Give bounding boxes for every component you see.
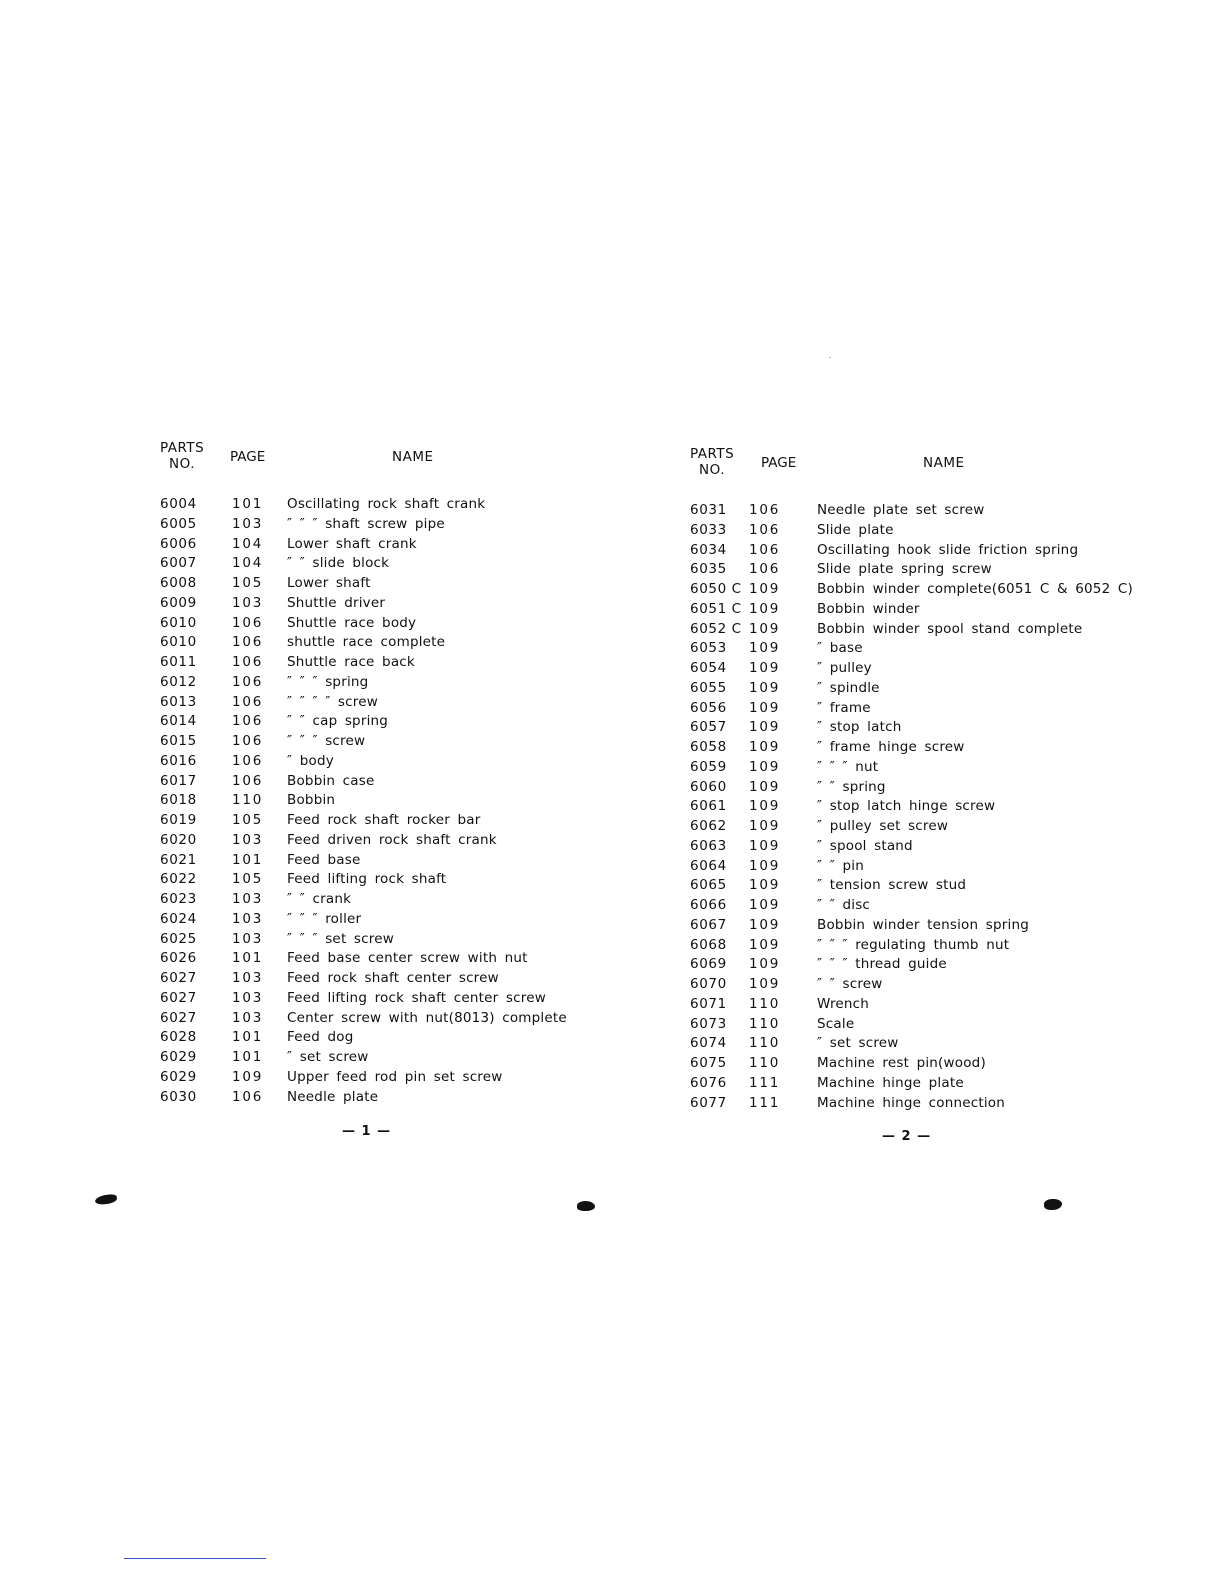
page-ref: 109	[232, 1068, 264, 1085]
table-row	[160, 989, 600, 1009]
part-name: ″ ″ disc	[817, 897, 871, 913]
part-name: ″ ″ pin	[817, 857, 864, 874]
part-name: ″ frame	[817, 699, 871, 716]
part-name: Feed base center screw with nut	[287, 950, 528, 967]
page-ref: 109	[749, 758, 781, 775]
part-number: 6054	[690, 660, 727, 676]
page-ref: 110	[749, 1015, 781, 1032]
page-ref: 101	[232, 851, 264, 868]
table-row	[160, 1088, 600, 1108]
part-name: ″ spool stand	[817, 837, 913, 854]
part-name: Oscillating rock shaft crank	[287, 496, 486, 512]
table-row	[160, 772, 600, 792]
part-name: ″ ″ crank	[287, 891, 352, 907]
table-row	[690, 955, 1130, 975]
table-row	[690, 580, 1133, 600]
page-ref: 110	[749, 1035, 781, 1052]
part-number: 6018	[160, 792, 197, 809]
table-row	[160, 1068, 600, 1088]
binder-hole-middle	[577, 1201, 595, 1211]
part-name: Machine rest pin(wood)	[817, 1055, 986, 1071]
header-parts-label: PARTS	[690, 446, 735, 462]
part-number: 6074	[690, 1035, 727, 1052]
part-number: 6029	[160, 1049, 197, 1065]
part-name: Bobbin winder	[817, 600, 920, 617]
part-number: 6006	[160, 535, 197, 552]
header-no-label: NO.	[699, 462, 725, 478]
part-name: Oscillating hook slide friction spring	[817, 541, 1079, 558]
part-number: 6020	[160, 831, 197, 848]
part-number: 6009	[160, 594, 197, 611]
part-name: Upper feed rod pin set screw	[287, 1068, 503, 1085]
page-ref: 106	[749, 521, 781, 538]
page-ref: 101	[232, 496, 264, 512]
table-row	[160, 712, 600, 732]
header-name: NAME	[923, 455, 965, 471]
part-name: ″ ″ spring	[817, 778, 886, 795]
table-row	[690, 975, 1130, 995]
part-name: Lower shaft crank	[287, 535, 417, 552]
page-ref: 106	[749, 541, 781, 558]
table-row	[690, 916, 1130, 936]
part-name: ″ ″ cap spring	[287, 713, 389, 730]
table-row	[160, 633, 600, 653]
part-number: 6058	[690, 739, 727, 755]
table-row	[160, 969, 600, 989]
page-ref: 109	[749, 877, 781, 894]
table-row	[160, 554, 600, 574]
part-number: 6035	[690, 561, 727, 578]
part-number: 6061	[690, 798, 727, 815]
page-ref: 105	[232, 575, 264, 591]
page-ref: 109	[749, 581, 781, 597]
table-row	[160, 1048, 600, 1068]
part-number: 6010	[160, 634, 197, 651]
page-ref: 109	[749, 897, 781, 913]
part-number: 6055	[690, 679, 727, 696]
page-ref: 106	[749, 561, 781, 578]
page-ref: 109	[749, 916, 781, 933]
page-ref: 109	[749, 837, 781, 854]
table-row	[690, 699, 1130, 719]
part-name: Needle plate set screw	[817, 502, 985, 518]
page-ref: 103	[232, 515, 264, 532]
table-row	[160, 870, 600, 890]
part-name: Machine hinge connection	[817, 1094, 1006, 1111]
page-ref: 104	[232, 535, 264, 552]
page-ref: 106	[232, 693, 264, 710]
part-number: 6027	[160, 989, 197, 1006]
page-ref: 103	[232, 930, 264, 947]
header-page: PAGE	[230, 449, 266, 465]
part-name: Shuttle race body	[287, 614, 417, 631]
table-row	[160, 791, 600, 811]
table-row	[690, 1034, 1130, 1054]
table-row	[690, 541, 1130, 561]
part-number: 6034	[690, 541, 727, 558]
part-name: ″ spindle	[817, 679, 880, 696]
page-ref: 110	[749, 1055, 781, 1071]
part-number: 6027	[160, 1009, 197, 1026]
table-row	[690, 659, 1130, 679]
part-name: ″ ″ ″ shaft screw pipe	[287, 515, 445, 532]
part-name: Feed base	[287, 851, 361, 868]
part-name: ″ ″ ″ nut	[817, 758, 879, 775]
part-number: 6069	[690, 956, 727, 973]
table-row	[690, 797, 1130, 817]
page-ref: 109	[749, 620, 781, 637]
page-ref: 109	[749, 739, 781, 755]
part-number: 6016	[160, 752, 197, 769]
part-name: Machine hinge plate	[817, 1074, 964, 1091]
page-ref: 103	[232, 891, 264, 907]
part-number: 6073	[690, 1015, 727, 1032]
table-row	[690, 639, 1130, 659]
table-row	[160, 811, 600, 831]
table-row	[690, 1074, 1130, 1094]
table-row	[690, 560, 1130, 580]
part-name: Feed lifting rock shaft	[287, 871, 447, 888]
table-row	[690, 1015, 1130, 1035]
part-number: 6011	[160, 654, 197, 670]
part-number: 6019	[160, 812, 197, 828]
table-row	[160, 1009, 600, 1029]
page-ref: 109	[749, 699, 781, 716]
part-name: ″ ″ ″ roller	[287, 910, 362, 927]
part-number: 6007	[160, 555, 197, 572]
part-name: ″ ″ ″ spring	[287, 673, 369, 690]
page-ref: 106	[232, 1088, 264, 1105]
part-name: ″ pulley	[817, 660, 872, 676]
binder-hole-left	[94, 1194, 117, 1206]
part-number: 6024	[160, 910, 197, 927]
part-name: Bobbin winder tension spring	[817, 916, 1029, 933]
page-ref: 109	[749, 798, 781, 815]
page-ref: 111	[749, 1094, 781, 1111]
page-ref: 109	[749, 640, 781, 657]
page-ref: 109	[749, 956, 781, 973]
page-ref: 110	[232, 792, 264, 809]
table-row	[690, 600, 1130, 620]
part-number: 6070	[690, 976, 727, 992]
part-number: 6068	[690, 936, 727, 953]
part-number: 6008	[160, 575, 197, 591]
part-name: Bobbin	[287, 792, 336, 809]
page-ref: 103	[232, 831, 264, 848]
table-row	[160, 930, 600, 950]
part-number: 6067	[690, 916, 727, 933]
part-name: ″ tension screw stud	[817, 877, 967, 894]
table-row	[690, 679, 1130, 699]
table-row	[160, 693, 600, 713]
page-ref: 106	[232, 772, 264, 789]
table-row	[160, 535, 600, 555]
part-name: ″ base	[817, 640, 863, 657]
table-row	[690, 758, 1130, 778]
part-name: Center screw with nut(8013) complete	[287, 1009, 567, 1026]
part-name: ″ pulley set screw	[817, 818, 949, 834]
page-ref: 109	[749, 660, 781, 676]
part-number: 6029	[160, 1068, 197, 1085]
part-number: 6017	[160, 772, 197, 789]
part-name: Slide plate	[817, 521, 894, 538]
page-ref: 109	[749, 719, 781, 736]
part-number: 6077	[690, 1094, 727, 1111]
part-name: Bobbin case	[287, 772, 375, 789]
table-row	[690, 896, 1130, 916]
table-row	[690, 936, 1130, 956]
part-name: ″ frame hinge screw	[817, 739, 965, 755]
table-row	[690, 718, 1130, 738]
part-name: ″ ″ screw	[817, 976, 883, 992]
table-row	[690, 1054, 1130, 1074]
part-name: ″ ″ ″ regulating thumb nut	[817, 936, 1010, 953]
part-name: Lower shaft	[287, 575, 371, 591]
table-row	[690, 778, 1130, 798]
page-ref: 109	[749, 679, 781, 696]
page-ref: 111	[749, 1074, 781, 1091]
table-row	[690, 501, 1130, 521]
table-row	[690, 817, 1130, 837]
page-ref: 106	[232, 634, 264, 651]
part-name: Wrench	[817, 995, 870, 1012]
page-number-1: — 1 —	[342, 1124, 392, 1139]
part-number: 6051 C	[690, 600, 742, 617]
page-ref: 106	[232, 654, 264, 670]
part-number: 6062	[690, 818, 727, 834]
header-no-label: NO.	[169, 456, 195, 472]
page-ref: 106	[749, 502, 781, 518]
page-ref: 109	[749, 778, 781, 795]
part-name: ″ set screw	[287, 1049, 369, 1065]
part-name: Shuttle driver	[287, 594, 386, 611]
part-number: 6057	[690, 719, 727, 736]
part-name: Bobbin winder complete(6051 C & 6052 C)	[817, 581, 1133, 597]
part-number: 6025	[160, 930, 197, 947]
column-headers	[160, 440, 600, 488]
table-row	[160, 910, 600, 930]
table-row	[690, 1094, 1130, 1114]
table-row	[160, 653, 600, 673]
table-row	[160, 890, 600, 910]
page-ref: 103	[232, 594, 264, 611]
table-row	[690, 837, 1130, 857]
table-row	[690, 876, 1130, 896]
page-ref: 105	[232, 871, 264, 888]
part-name: Bobbin winder spool stand complete	[817, 620, 1083, 637]
header-parts-no	[690, 446, 734, 478]
part-number: 6012	[160, 673, 197, 690]
part-number: 6013	[160, 693, 197, 710]
page-ref: 106	[232, 614, 264, 631]
part-name: Shuttle race back	[287, 654, 415, 670]
part-name: ″ body	[287, 752, 334, 769]
part-number: 6076	[690, 1074, 727, 1091]
page-ref: 106	[232, 752, 264, 769]
table-row	[160, 574, 600, 594]
page-ref: 104	[232, 555, 264, 572]
table-row	[690, 620, 1130, 640]
page-ref: 105	[232, 812, 264, 828]
table-row	[160, 673, 600, 693]
table-row	[160, 594, 600, 614]
part-name: Feed rock shaft rocker bar	[287, 812, 481, 828]
part-number: 6066	[690, 897, 727, 913]
part-name: Feed driven rock shaft crank	[287, 831, 497, 848]
scan-speck	[829, 357, 831, 358]
table-row	[160, 949, 600, 969]
page-ref: 106	[232, 673, 264, 690]
part-number: 6033	[690, 521, 727, 538]
page-ref: 103	[232, 989, 264, 1006]
part-name: ″ stop latch hinge screw	[817, 798, 996, 815]
parts-list-page-2	[690, 446, 1133, 1113]
part-number: 6050 C	[690, 581, 742, 597]
parts-list-page-1	[160, 440, 600, 1107]
part-name: ″ ″ ″ screw	[287, 733, 366, 749]
part-number: 6005	[160, 515, 197, 532]
part-name: ″ set screw	[817, 1035, 899, 1052]
part-name: Slide plate spring screw	[817, 561, 992, 578]
part-name: ″ ″ ″ thread guide	[817, 956, 947, 973]
column-headers	[690, 446, 1130, 494]
part-number: 6028	[160, 1029, 197, 1046]
page-ref: 109	[749, 936, 781, 953]
header-parts-label: PARTS	[160, 440, 205, 456]
part-name: Feed lifting rock shaft center screw	[287, 989, 546, 1006]
table-row	[160, 515, 600, 535]
parts-table-left	[160, 495, 600, 1107]
binder-hole-right	[1044, 1199, 1062, 1210]
underline-mark	[124, 1558, 266, 1559]
part-number: 6065	[690, 877, 727, 894]
part-number: 6010	[160, 614, 197, 631]
page-ref: 110	[749, 995, 781, 1012]
header-page: PAGE	[761, 455, 797, 471]
table-row	[160, 614, 600, 634]
part-number: 6015	[160, 733, 197, 749]
part-number: 6031	[690, 502, 727, 518]
part-number: 6064	[690, 857, 727, 874]
part-number: 6060	[690, 778, 727, 795]
part-number: 6053	[690, 640, 727, 657]
page-ref: 101	[232, 1049, 264, 1065]
part-number: 6071	[690, 995, 727, 1012]
part-number: 6021	[160, 851, 197, 868]
part-name: ″ ″ ″ ″ screw	[287, 693, 378, 710]
page-ref: 101	[232, 950, 264, 967]
part-number: 6004	[160, 496, 197, 512]
page-ref: 109	[749, 600, 781, 617]
part-name: ″ ″ slide block	[287, 555, 390, 572]
part-name: Scale	[817, 1015, 855, 1032]
table-row	[690, 521, 1130, 541]
table-row	[160, 831, 600, 851]
part-number: 6027	[160, 970, 197, 986]
parts-table-right	[690, 501, 1133, 1113]
table-row	[160, 732, 600, 752]
table-row	[690, 738, 1130, 758]
page-ref: 101	[232, 1029, 264, 1046]
part-number: 6023	[160, 891, 197, 907]
part-name: ″ ″ ″ set screw	[287, 930, 394, 947]
page-ref: 109	[749, 818, 781, 834]
page-ref: 106	[232, 713, 264, 730]
part-number: 6075	[690, 1055, 727, 1071]
part-name: Feed dog	[287, 1029, 354, 1046]
page-ref: 103	[232, 910, 264, 927]
part-number: 6063	[690, 837, 727, 854]
part-number: 6059	[690, 758, 727, 775]
part-name: Needle plate	[287, 1088, 379, 1105]
header-name: NAME	[392, 449, 434, 465]
part-name: shuttle race complete	[287, 634, 446, 651]
page-ref: 103	[232, 970, 264, 986]
table-row	[160, 1028, 600, 1048]
table-row	[160, 752, 600, 772]
part-number: 6056	[690, 699, 727, 716]
page-ref: 109	[749, 976, 781, 992]
page-ref: 106	[232, 733, 264, 749]
part-name: ″ stop latch	[817, 719, 902, 736]
table-row	[690, 995, 1130, 1015]
page-number-2: — 2 —	[882, 1129, 932, 1144]
table-row	[160, 851, 600, 871]
part-number: 6022	[160, 871, 197, 888]
page-ref: 109	[749, 857, 781, 874]
part-number: 6052 C	[690, 620, 742, 637]
table-row	[690, 857, 1130, 877]
part-number: 6014	[160, 713, 197, 730]
part-name: Feed rock shaft center screw	[287, 970, 499, 986]
table-row	[160, 495, 600, 515]
part-number: 6030	[160, 1088, 197, 1105]
part-number: 6026	[160, 950, 197, 967]
page-ref: 103	[232, 1009, 264, 1026]
header-parts-no	[160, 440, 204, 472]
